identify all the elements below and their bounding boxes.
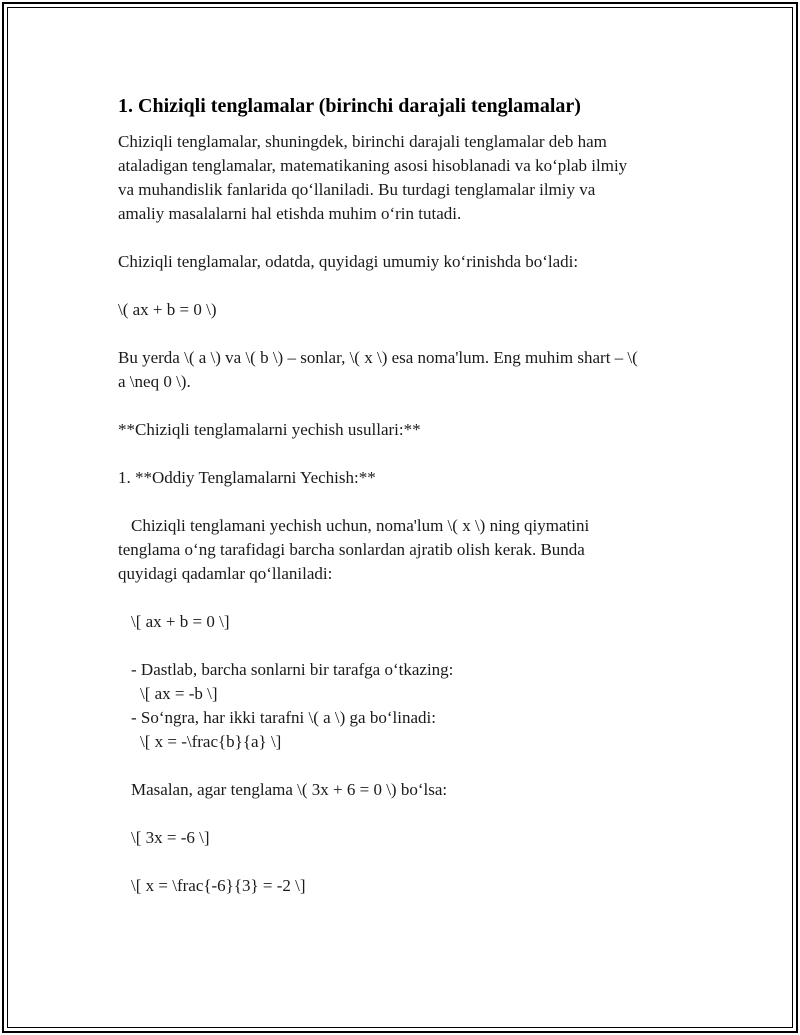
method1-line: tenglama o‘ng tarafidagi barcha sonlardan ajratib olish kerak. Bunda bbox=[118, 540, 585, 559]
intro-line: ataladigan tenglamalar, matematikaning asosi hisoblanadi va ko‘plab ilmiy bbox=[118, 156, 628, 175]
method1-line: quyidagi qadamlar qo‘llaniladi: bbox=[118, 564, 333, 583]
document-body bbox=[118, 92, 698, 898]
methods-heading: **Chiziqli tenglamalarni yechish usullari:** bbox=[118, 420, 421, 439]
method1-line: Chiziqli tenglamani yechish uchun, noma'lum \( x \) ning qiymatini bbox=[131, 516, 590, 535]
condition-paragraph bbox=[118, 346, 698, 394]
equation-general: \[ ax + b = 0 \] bbox=[131, 612, 230, 631]
step1-equation: \[ ax = -b \] bbox=[140, 684, 218, 703]
method1-heading: 1. **Oddiy Tenglamalarni Yechish:** bbox=[118, 468, 376, 487]
method1-paragraph bbox=[118, 514, 698, 586]
general-form-text: Chiziqli tenglamalar, odatda, quyidagi umumiy ko‘rinishda bo‘ladi: bbox=[118, 252, 579, 271]
step2-equation: \[ x = -\frac{b}{a} \] bbox=[140, 732, 282, 751]
example-equation-1: \[ 3x = -6 \] bbox=[131, 828, 210, 847]
example-text: Masalan, agar tenglama \( 3x + 6 = 0 \) bo‘lsa: bbox=[131, 780, 448, 799]
condition-line: Bu yerda \( a \) va \( b \) – sonlar, \( x \) esa noma'lum. Eng muhim shart – \( bbox=[118, 348, 638, 367]
step1-text: - Dastlab, barcha sonlarni bir tarafga o‘tkazing: bbox=[131, 660, 454, 679]
example-equation-2: \[ x = \frac{-6}{3} = -2 \] bbox=[131, 876, 306, 895]
intro-line: amaliy masalalarni hal etishda muhim o‘rin tutadi. bbox=[118, 204, 462, 223]
intro-line: va muhandislik fanlarida qo‘llaniladi. Bu turdagi tenglamalar ilmiy va bbox=[118, 180, 596, 199]
intro-line: Chiziqli tenglamalar, shuningdek, birinchi darajali tenglamalar deb ham bbox=[118, 132, 607, 151]
section-title: 1. Chiziqli tenglamalar (birinchi darajali tenglamalar) bbox=[118, 95, 581, 117]
general-form-equation: \( ax + b = 0 \) bbox=[118, 300, 217, 319]
condition-line: a \neq 0 \). bbox=[118, 372, 191, 391]
step2-text: - So‘ngra, har ikki tarafni \( a \) ga bo‘linadi: bbox=[131, 708, 436, 727]
intro-paragraph bbox=[118, 130, 698, 226]
